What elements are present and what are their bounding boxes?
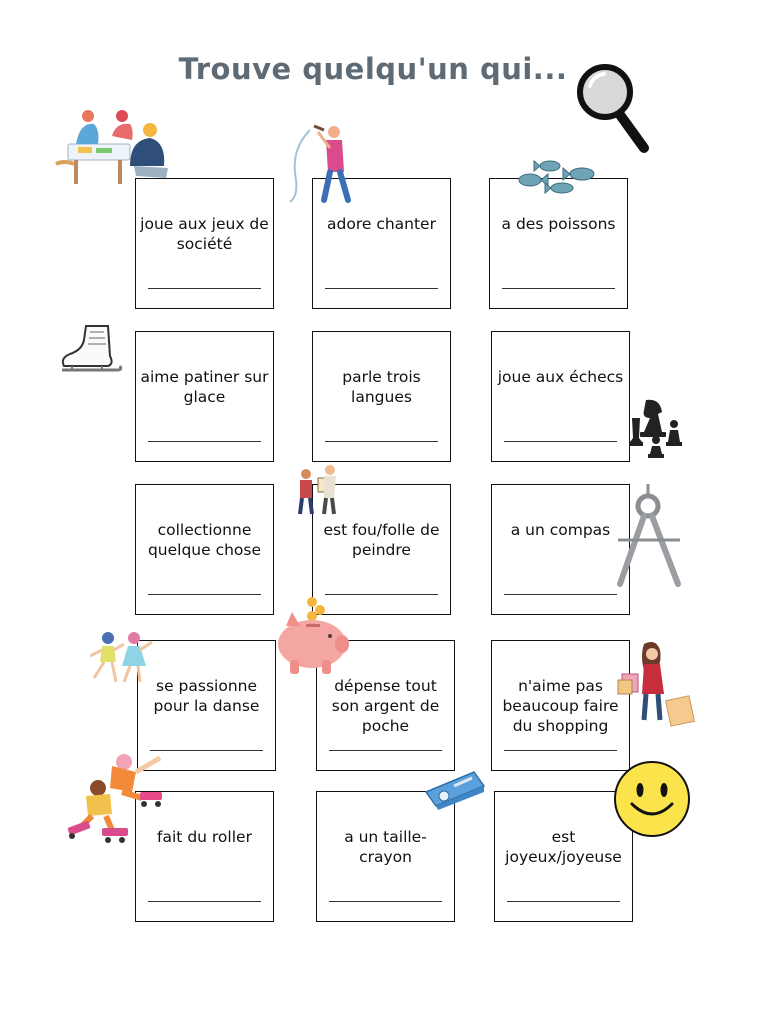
- cell-label: joue aux échecs: [497, 368, 624, 386]
- cell-label: a des poissons: [501, 215, 616, 233]
- board-game-players-icon: [54, 106, 174, 190]
- bingo-cell-shopping[interactable]: [491, 640, 630, 771]
- answer-line: [148, 594, 261, 595]
- answer-line: [502, 288, 615, 289]
- cell-label: a un taille-crayon: [344, 828, 427, 866]
- cell-label: joue aux jeux de société: [140, 215, 269, 253]
- bingo-cell-collecting[interactable]: [135, 484, 274, 615]
- fish-icon: [514, 156, 604, 198]
- bingo-cell-chess[interactable]: [491, 331, 630, 462]
- cell-label: est fou/folle de peindre: [323, 521, 440, 559]
- answer-line: [325, 594, 438, 595]
- answer-line: [325, 288, 438, 289]
- answer-line: [148, 901, 261, 902]
- shopping-woman-icon: [616, 640, 700, 730]
- cell-label: parle trois langues: [342, 368, 421, 406]
- cell-label: fait du roller: [157, 828, 252, 846]
- answer-line: [325, 441, 438, 442]
- cell-label: dépense tout son argent de poche: [331, 677, 440, 735]
- singer-icon: [286, 120, 360, 206]
- piggy-bank-icon: [272, 596, 352, 676]
- painters-icon: [294, 464, 344, 516]
- bingo-cell-ice-skating[interactable]: [135, 331, 274, 462]
- answer-line: [504, 594, 617, 595]
- dancers-icon: [90, 630, 156, 686]
- roller-skaters-icon: [62, 744, 166, 844]
- cell-label: aime patiner sur glace: [140, 368, 269, 406]
- chess-pieces-icon: [628, 396, 684, 458]
- answer-line: [329, 750, 442, 751]
- drawing-compass-icon: [614, 484, 684, 588]
- page-title: Trouve quelqu'un qui...: [178, 52, 568, 86]
- bingo-cell-sharpener[interactable]: [316, 791, 455, 922]
- answer-line: [504, 750, 617, 751]
- answer-line: [148, 441, 261, 442]
- magnifying-glass-icon: [574, 60, 652, 156]
- answer-line: [148, 288, 261, 289]
- pencil-sharpener-icon: [424, 768, 486, 810]
- bingo-cell-board-games[interactable]: [135, 178, 274, 309]
- cell-label: n'aime pas beaucoup faire du shopping: [502, 677, 619, 735]
- cell-label: est joyeux/joyeuse: [505, 828, 622, 866]
- cell-label: a un compas: [510, 521, 611, 539]
- smiley-face-icon: [612, 760, 692, 838]
- cell-label: collectionne quelque chose: [147, 521, 262, 559]
- cell-label: se passionne pour la danse: [153, 677, 260, 715]
- answer-line: [150, 750, 263, 751]
- answer-line: [329, 901, 442, 902]
- bingo-cell-compass[interactable]: [491, 484, 630, 615]
- cell-label: adore chanter: [327, 215, 436, 233]
- answer-line: [504, 441, 617, 442]
- answer-line: [507, 901, 620, 902]
- ice-skate-icon: [58, 322, 124, 376]
- bingo-cell-languages[interactable]: [312, 331, 451, 462]
